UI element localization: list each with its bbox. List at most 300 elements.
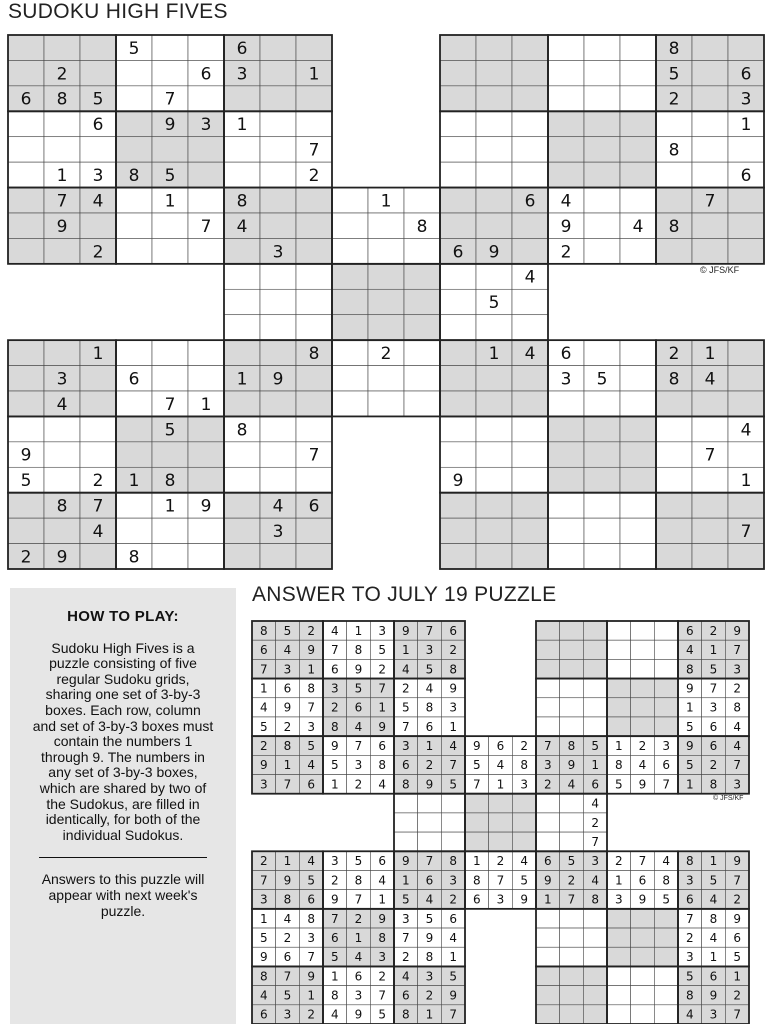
cell-digit: 2 — [307, 1007, 315, 1022]
cell-digit: 2 — [331, 700, 339, 715]
answer-credit: © JFS/KF — [713, 795, 744, 802]
grid-cell — [607, 659, 631, 678]
cell-digit: 9 — [733, 911, 741, 926]
cell-digit: 8 — [425, 950, 434, 965]
cell-digit: 8 — [307, 911, 315, 926]
grid-cell — [607, 928, 631, 947]
cell-digit: 1 — [378, 700, 386, 715]
cell-digit: 3 — [662, 739, 670, 754]
cell-digit: 4 — [260, 700, 268, 715]
cell-digit: 5 — [596, 369, 608, 390]
grid-cell — [441, 832, 465, 851]
cell-digit: 1 — [308, 64, 320, 85]
cell-digit: 3 — [307, 719, 315, 734]
cell-digit: 9 — [544, 873, 552, 888]
cell-digit: 5 — [20, 471, 32, 492]
grid-cell — [631, 679, 655, 698]
cell-digit: 1 — [283, 758, 292, 773]
cell-digit: 8 — [56, 89, 68, 110]
cell-digit: 2 — [260, 739, 268, 754]
grid-cell — [536, 909, 560, 928]
cell-digit: 1 — [615, 873, 623, 888]
cell-digit: 2 — [260, 854, 268, 869]
cell-digit: 6 — [307, 892, 315, 907]
cell-digit: 6 — [449, 623, 457, 638]
grid-cell — [583, 698, 607, 717]
cell-digit: 6 — [307, 777, 315, 792]
cell-digit: 4 — [567, 777, 576, 792]
cell-digit: 8 — [449, 662, 457, 677]
cell-digit: 9 — [686, 739, 694, 754]
cell-digit: 9 — [283, 873, 292, 888]
grid-cell — [536, 659, 560, 678]
cell-digit: 7 — [331, 643, 339, 658]
cell-digit: 6 — [402, 758, 410, 773]
cell-digit: 5 — [686, 758, 694, 773]
cell-digit: 2 — [308, 165, 320, 186]
cell-digit: 8 — [425, 700, 434, 715]
grid-cell — [512, 813, 536, 832]
cell-digit: 7 — [449, 758, 457, 773]
cell-digit: 4 — [638, 758, 647, 773]
cell-digit: 1 — [449, 719, 457, 734]
grid-cell — [654, 909, 678, 928]
cell-digit: 8 — [331, 719, 339, 734]
cell-digit: 7 — [425, 854, 434, 869]
cell-digit: 9 — [709, 988, 718, 1003]
cell-digit: 1 — [236, 369, 248, 390]
cell-digit: 1 — [425, 739, 434, 754]
grid-cell — [607, 947, 631, 966]
cell-digit: 9 — [402, 623, 410, 638]
cell-digit: 9 — [402, 854, 410, 869]
cell-digit: 5 — [331, 950, 339, 965]
cell-digit: 6 — [92, 115, 104, 136]
cell-digit: 9 — [425, 930, 434, 945]
cell-digit: 6 — [544, 854, 552, 869]
cell-digit: 4 — [307, 758, 315, 773]
cell-digit: 8 — [260, 623, 268, 638]
cell-digit: 1 — [544, 892, 552, 907]
cell-digit: 9 — [638, 777, 647, 792]
grid-cell — [512, 794, 536, 813]
cell-digit: 8 — [331, 988, 339, 1003]
cell-digit: 8 — [354, 643, 363, 658]
cell-digit: 2 — [56, 64, 68, 85]
cell-digit: 6 — [308, 496, 320, 517]
cell-digit: 2 — [283, 930, 292, 945]
grid-cell — [654, 621, 678, 640]
cell-digit: 4 — [704, 369, 716, 390]
cell-digit: 1 — [236, 115, 248, 136]
cell-digit: 5 — [260, 930, 268, 945]
cell-digit: 5 — [662, 892, 670, 907]
grid-cell — [536, 794, 560, 813]
cell-digit: 6 — [473, 892, 481, 907]
cell-digit: 6 — [591, 777, 599, 792]
cell-digit: 4 — [307, 854, 315, 869]
cell-digit: 1 — [496, 777, 505, 792]
cell-digit: 7 — [662, 777, 670, 792]
grid-cell — [631, 966, 655, 985]
grid-cell — [583, 1005, 607, 1024]
cell-digit: 1 — [402, 643, 410, 658]
cell-digit: 5 — [425, 911, 434, 926]
cell-digit: 5 — [354, 854, 363, 869]
cell-digit: 4 — [425, 892, 434, 907]
grid-cell — [607, 717, 631, 736]
cell-digit: 3 — [354, 988, 363, 1003]
cell-digit: 6 — [686, 892, 694, 907]
cell-digit: 4 — [236, 216, 248, 237]
cell-digit: 5 — [260, 719, 268, 734]
cell-digit: 7 — [354, 892, 363, 907]
cell-digit: 3 — [92, 165, 104, 186]
cell-digit: 3 — [56, 369, 68, 390]
cell-digit: 5 — [686, 969, 694, 984]
cell-digit: 6 — [354, 700, 363, 715]
cell-digit: 4 — [591, 873, 599, 888]
grid-cell — [583, 986, 607, 1005]
grid-cell — [631, 986, 655, 1005]
cell-digit: 3 — [560, 369, 572, 390]
grid-cell — [560, 909, 584, 928]
cell-digit: 3 — [331, 681, 339, 696]
grid-cell — [418, 832, 442, 851]
cell-digit: 8 — [378, 758, 386, 773]
cell-digit: 8 — [56, 496, 68, 517]
cell-digit: 1 — [283, 854, 292, 869]
grid-cell — [607, 1005, 631, 1024]
cell-digit: 3 — [425, 969, 434, 984]
cell-digit: 7 — [733, 758, 741, 773]
cell-digit: 7 — [709, 681, 718, 696]
cell-digit: 2 — [331, 873, 339, 888]
cell-digit: 9 — [56, 547, 68, 568]
cell-digit: 5 — [128, 38, 140, 59]
cell-digit: 2 — [354, 777, 363, 792]
cell-digit: 4 — [425, 681, 434, 696]
cell-digit: 6 — [20, 89, 32, 110]
cell-digit: 8 — [283, 892, 292, 907]
cell-digit: 9 — [488, 242, 500, 263]
grid-cell — [560, 794, 584, 813]
cell-digit: 3 — [709, 700, 718, 715]
cell-digit: 4 — [378, 777, 386, 792]
cell-digit: 2 — [560, 242, 572, 263]
cell-digit: 5 — [709, 873, 718, 888]
grid-cell — [489, 832, 513, 851]
cell-digit: 7 — [308, 140, 320, 161]
cell-digit: 8 — [473, 873, 481, 888]
cell-digit: 1 — [733, 969, 741, 984]
grid-cell — [631, 640, 655, 659]
cell-digit: 3 — [236, 64, 248, 85]
cell-digit: 4 — [709, 892, 718, 907]
grid-cell — [394, 794, 418, 813]
grid-cell — [583, 966, 607, 985]
cell-digit: 9 — [200, 496, 212, 517]
cell-digit: 6 — [452, 242, 464, 263]
cell-digit: 5 — [686, 719, 694, 734]
cell-digit: 8 — [416, 216, 428, 237]
cell-digit: 3 — [378, 623, 386, 638]
cell-digit: 7 — [544, 739, 552, 754]
cell-digit: 2 — [496, 854, 505, 869]
cell-digit: 5 — [283, 988, 292, 1003]
cell-digit: 4 — [662, 854, 670, 869]
cell-digit: 8 — [668, 216, 680, 237]
cell-digit: 9 — [56, 216, 68, 237]
grid-cell — [654, 947, 678, 966]
cell-digit: 7 — [378, 988, 386, 1003]
cell-digit: 8 — [402, 777, 410, 792]
cell-digit: 3 — [378, 950, 386, 965]
cell-digit: 8 — [164, 471, 176, 492]
cell-digit: 8 — [709, 777, 718, 792]
cell-digit: 3 — [272, 242, 284, 263]
grid-cell — [560, 679, 584, 698]
cell-digit: 1 — [331, 777, 339, 792]
grid-cell — [560, 947, 584, 966]
cell-digit: 8 — [236, 191, 248, 212]
cell-digit: 4 — [686, 1007, 694, 1022]
cell-digit: 2 — [449, 643, 457, 658]
cell-digit: 1 — [354, 930, 363, 945]
cell-digit: 2 — [615, 854, 623, 869]
grid-cell — [631, 621, 655, 640]
grid-cell — [560, 1005, 584, 1024]
cell-digit: 5 — [709, 662, 718, 677]
cell-digit: 9 — [449, 988, 457, 1003]
cell-digit: 4 — [402, 969, 410, 984]
cell-digit: 1 — [686, 700, 694, 715]
cell-digit: 1 — [402, 873, 410, 888]
grid-cell — [536, 832, 560, 851]
grid-cell — [654, 717, 678, 736]
grid-cell — [536, 966, 560, 985]
cell-digit: 5 — [449, 777, 457, 792]
cell-digit: 4 — [733, 719, 741, 734]
grid-cell — [489, 813, 513, 832]
cell-digit: 2 — [380, 343, 392, 364]
cell-digit: 6 — [740, 165, 752, 186]
cell-digit: 8 — [733, 700, 741, 715]
cell-digit: 6 — [709, 719, 718, 734]
cell-digit: 4 — [632, 216, 644, 237]
grid-cell — [536, 947, 560, 966]
cell-digit: 3 — [283, 1007, 292, 1022]
cell-digit: 9 — [260, 950, 268, 965]
cell-digit: 6 — [686, 623, 694, 638]
cell-digit: 1 — [164, 496, 176, 517]
cell-digit: 5 — [331, 758, 339, 773]
grid-cell — [536, 928, 560, 947]
cell-digit: 7 — [307, 700, 315, 715]
cell-digit: 9 — [733, 854, 741, 869]
grid-cell — [489, 794, 513, 813]
cell-digit: 2 — [378, 662, 386, 677]
cell-digit: 5 — [520, 873, 528, 888]
cell-digit: 6 — [200, 64, 212, 85]
cell-digit: 4 — [378, 873, 386, 888]
grid-cell — [654, 640, 678, 659]
cell-digit: 5 — [164, 420, 176, 441]
cell-digit: 5 — [591, 739, 599, 754]
cell-digit: 1 — [686, 777, 694, 792]
cell-digit: 5 — [283, 623, 292, 638]
cell-digit: 1 — [591, 758, 599, 773]
grid-cell — [560, 698, 584, 717]
grid-cell — [631, 1005, 655, 1024]
cell-digit: 2 — [20, 547, 32, 568]
cell-digit: 6 — [283, 950, 292, 965]
how-to-play-heading: HOW TO PLAY: — [67, 608, 179, 625]
cell-digit: 4 — [740, 420, 752, 441]
cell-digit: 2 — [544, 777, 552, 792]
cell-digit: 4 — [709, 930, 718, 945]
cell-digit: 6 — [560, 343, 572, 364]
cell-digit: 2 — [668, 89, 680, 110]
cell-digit: 7 — [473, 777, 481, 792]
cell-digit: 4 — [331, 1007, 339, 1022]
cell-digit: 2 — [733, 988, 741, 1003]
cell-digit: 9 — [425, 777, 434, 792]
cell-digit: 6 — [449, 911, 457, 926]
cell-digit: 2 — [591, 815, 599, 830]
grid-cell — [536, 1005, 560, 1024]
cell-digit: 8 — [308, 343, 320, 364]
cell-digit: 5 — [473, 758, 481, 773]
cell-digit: 9 — [449, 681, 457, 696]
cell-digit: 3 — [354, 758, 363, 773]
cell-digit: 1 — [260, 681, 268, 696]
grid-cell — [631, 909, 655, 928]
cell-digit: 3 — [402, 911, 410, 926]
cell-digit: 6 — [709, 969, 718, 984]
cell-digit: 7 — [402, 719, 410, 734]
cell-digit: 7 — [402, 930, 410, 945]
grid-cell — [607, 966, 631, 985]
cell-digit: 5 — [378, 1007, 386, 1022]
cell-digit: 6 — [378, 739, 386, 754]
grid-cell — [536, 813, 560, 832]
cell-digit: 8 — [686, 854, 694, 869]
cell-digit: 8 — [668, 369, 680, 390]
cell-digit: 9 — [283, 700, 292, 715]
cell-digit: 7 — [704, 191, 716, 212]
cell-digit: 9 — [520, 892, 528, 907]
cell-digit: 9 — [331, 739, 339, 754]
cell-digit: 5 — [307, 739, 315, 754]
cell-digit: 7 — [733, 873, 741, 888]
cell-digit: 2 — [733, 892, 741, 907]
cell-digit: 6 — [378, 854, 386, 869]
grid-cell — [654, 679, 678, 698]
grid-cell — [583, 909, 607, 928]
cell-digit: 4 — [449, 930, 457, 945]
cell-digit: 4 — [733, 739, 741, 754]
cell-digit: 9 — [272, 369, 284, 390]
cell-digit: 7 — [496, 873, 505, 888]
cell-digit: 5 — [307, 873, 315, 888]
cell-digit: 6 — [236, 38, 248, 59]
cell-digit: 9 — [164, 115, 176, 136]
cell-digit: 3 — [709, 1007, 718, 1022]
cell-digit: 3 — [449, 700, 457, 715]
cell-digit: 1 — [56, 165, 68, 186]
cell-digit: 1 — [307, 662, 315, 677]
grid-cell — [607, 698, 631, 717]
cell-digit: 9 — [473, 739, 481, 754]
cell-digit: 2 — [307, 623, 315, 638]
cell-digit: 1 — [380, 191, 392, 212]
cell-digit: 4 — [560, 191, 572, 212]
cell-digit: 7 — [164, 89, 176, 110]
cell-digit: 1 — [92, 343, 104, 364]
grid-cell — [607, 986, 631, 1005]
cell-digit: 9 — [378, 911, 386, 926]
cell-digit: 9 — [378, 719, 386, 734]
grid-cell — [654, 986, 678, 1005]
cell-digit: 6 — [331, 930, 339, 945]
grid-cell — [583, 928, 607, 947]
grid-cell — [536, 986, 560, 1005]
cell-digit: 4 — [283, 643, 292, 658]
cell-digit: 3 — [520, 777, 528, 792]
grid-cell — [465, 832, 489, 851]
cell-digit: 9 — [567, 758, 576, 773]
cell-digit: 7 — [331, 911, 339, 926]
cell-digit: 2 — [283, 719, 292, 734]
cell-digit: 4 — [272, 496, 284, 517]
cell-digit: 7 — [733, 643, 741, 658]
grid-cell — [631, 659, 655, 678]
cell-digit: 7 — [260, 662, 268, 677]
cell-digit: 5 — [668, 64, 680, 85]
cell-digit: 8 — [378, 930, 386, 945]
grid-cell — [394, 832, 418, 851]
cell-digit: 4 — [496, 758, 505, 773]
grid-cell — [654, 698, 678, 717]
cell-digit: 2 — [709, 758, 718, 773]
cell-digit: 2 — [733, 681, 741, 696]
grid-cell — [583, 621, 607, 640]
cell-digit: 1 — [615, 739, 623, 754]
cell-digit: 8 — [686, 662, 694, 677]
cell-digit: 5 — [402, 700, 410, 715]
cell-digit: 3 — [733, 662, 741, 677]
grid-cell — [536, 621, 560, 640]
cell-digit: 5 — [425, 662, 434, 677]
cell-digit: 4 — [92, 191, 104, 212]
cell-digit: 7 — [283, 969, 292, 984]
grid-cell — [536, 717, 560, 736]
cell-digit: 8 — [128, 165, 140, 186]
cell-digit: 5 — [378, 643, 386, 658]
grid-cell — [654, 1005, 678, 1024]
cell-digit: 8 — [686, 988, 694, 1003]
cell-digit: 8 — [283, 739, 292, 754]
grid-cell — [631, 717, 655, 736]
cell-digit: 2 — [92, 242, 104, 263]
cell-digit: 1 — [331, 969, 339, 984]
cell-digit: 7 — [308, 445, 320, 466]
cell-digit: 3 — [686, 950, 694, 965]
grid-cell — [441, 794, 465, 813]
cell-digit: 8 — [260, 969, 268, 984]
cell-digit: 5 — [164, 165, 176, 186]
